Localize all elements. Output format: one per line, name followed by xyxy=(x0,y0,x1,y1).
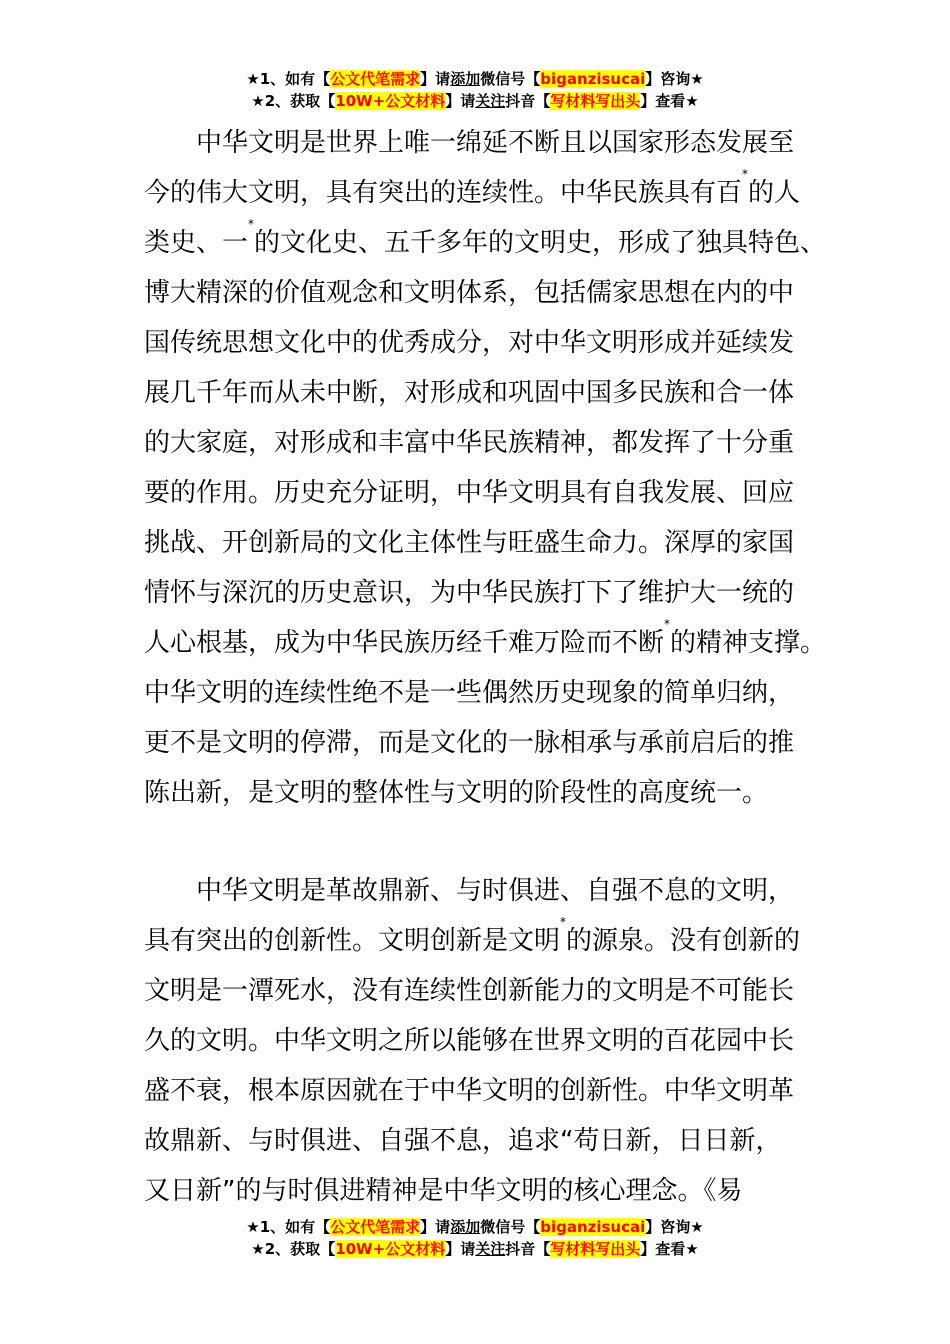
banner-text: 】咨询★ xyxy=(645,1218,704,1236)
banner-underline: 添加 xyxy=(450,1218,481,1236)
text-line: 类史、一*的文化史、五千多年的文明史，形成了独具特色、 xyxy=(144,217,827,258)
banner-wechat-id: biganzisucai xyxy=(540,1218,646,1236)
banner-text: 微信号【 xyxy=(480,1218,541,1236)
banner-line-2 xyxy=(0,1238,950,1260)
text-line: 中华文明的连续性绝不是一些偶然历史现象的简单归纳， xyxy=(144,678,795,708)
banner-underline: 关注 xyxy=(475,1240,506,1258)
banner-line-1 xyxy=(0,68,950,90)
header-banner xyxy=(0,68,950,112)
banner-wechat-id: biganzisucai xyxy=(540,70,646,88)
asterisk-mark: * xyxy=(560,915,567,929)
text-line: 又日新”的与时俱进精神是中华文明的核心理念。《易 xyxy=(144,1176,743,1206)
banner-highlight: 公文代笔需求 xyxy=(330,70,421,88)
asterisk-mark: * xyxy=(742,167,749,181)
text-line: 具有突出的创新性。文明创新是文明*的源泉。没有创新的 xyxy=(144,915,801,956)
text-line: 中华文明是世界上唯一绵延不断且以国家形态发展至 xyxy=(196,128,795,158)
banner-text: 微信号【 xyxy=(480,70,541,88)
banner-text: 抖音【 xyxy=(505,92,551,110)
banner-text: ★2、获取【 xyxy=(251,1240,336,1258)
banner-text: 】请 xyxy=(420,70,451,88)
banner-highlight: 10W+公文材料 xyxy=(335,92,446,110)
asterisk-mark: * xyxy=(248,217,255,231)
text-line: 久的文明。中华文明之所以能够在世界文明的百花园中长 xyxy=(144,1026,795,1056)
paragraph-continuity xyxy=(144,118,827,818)
banner-douyin-id: 写材料写出头 xyxy=(550,1240,641,1258)
banner-text: 】查看★ xyxy=(640,92,699,110)
banner-text: 】咨询★ xyxy=(645,70,704,88)
text-line: 文明是一潭死水，没有连续性创新能力的文明是不可能长 xyxy=(144,976,795,1006)
footer-banner xyxy=(0,1216,950,1260)
text-line: 人心根基，成为中华民族历经千难万险而不断*的精神支撑。 xyxy=(144,617,827,658)
text-line: 要的作用。历史充分证明，中华文明具有自我发展、回应 xyxy=(144,478,795,508)
asterisk-mark: * xyxy=(664,617,671,631)
text-line: 中华文明是革故鼎新、与时俱进、自强不息的文明， xyxy=(196,876,795,906)
text-line: 故鼎新、与时俱进、自强不息，追求“苟日新，日日新， xyxy=(144,1126,782,1156)
text-line: 陈出新，是文明的整体性与文明的阶段性的高度统一。 xyxy=(144,778,769,808)
banner-highlight: 10W+公文材料 xyxy=(335,1240,446,1258)
paragraph-innovation xyxy=(144,866,824,1216)
text-line: 今的伟大文明，具有突出的连续性。中华民族具有百*的人 xyxy=(144,167,801,208)
text-line: 国传统思想文化中的优秀成分，对中华文明形成并延续发 xyxy=(144,328,795,358)
banner-underline: 关注 xyxy=(475,92,506,110)
banner-text: 抖音【 xyxy=(505,1240,551,1258)
text-line: 情怀与深沉的历史意识，为中华民族打下了维护大一统的 xyxy=(144,578,795,608)
banner-text: 】查看★ xyxy=(640,1240,699,1258)
text-line: 挑战、开创新局的文化主体性与旺盛生命力。深厚的家国 xyxy=(144,528,795,558)
banner-text: ★1、如有【 xyxy=(246,70,331,88)
text-line: 博大精深的价值观念和文明体系，包括儒家思想在内的中 xyxy=(144,278,795,308)
banner-text: ★1、如有【 xyxy=(246,1218,331,1236)
text-line: 展几千年而从未中断，对形成和巩固中国多民族和合一体 xyxy=(144,378,795,408)
banner-text: 】请 xyxy=(420,1218,451,1236)
banner-douyin-id: 写材料写出头 xyxy=(550,92,641,110)
banner-line-2 xyxy=(0,90,950,112)
banner-text: ★2、获取【 xyxy=(251,92,336,110)
banner-text: 】请 xyxy=(445,1240,476,1258)
banner-underline: 添加 xyxy=(450,70,481,88)
text-line: 盛不衰，根本原因就在于中华文明的创新性。中华文明革 xyxy=(144,1076,795,1106)
text-line: 的大家庭，对形成和丰富中华民族精神，都发挥了十分重 xyxy=(144,428,795,458)
banner-highlight: 公文代笔需求 xyxy=(330,1218,421,1236)
banner-text: 】请 xyxy=(445,92,476,110)
banner-line-1 xyxy=(0,1216,950,1238)
text-line: 更不是文明的停滞，而是文化的一脉相承与承前启后的推 xyxy=(144,728,795,758)
